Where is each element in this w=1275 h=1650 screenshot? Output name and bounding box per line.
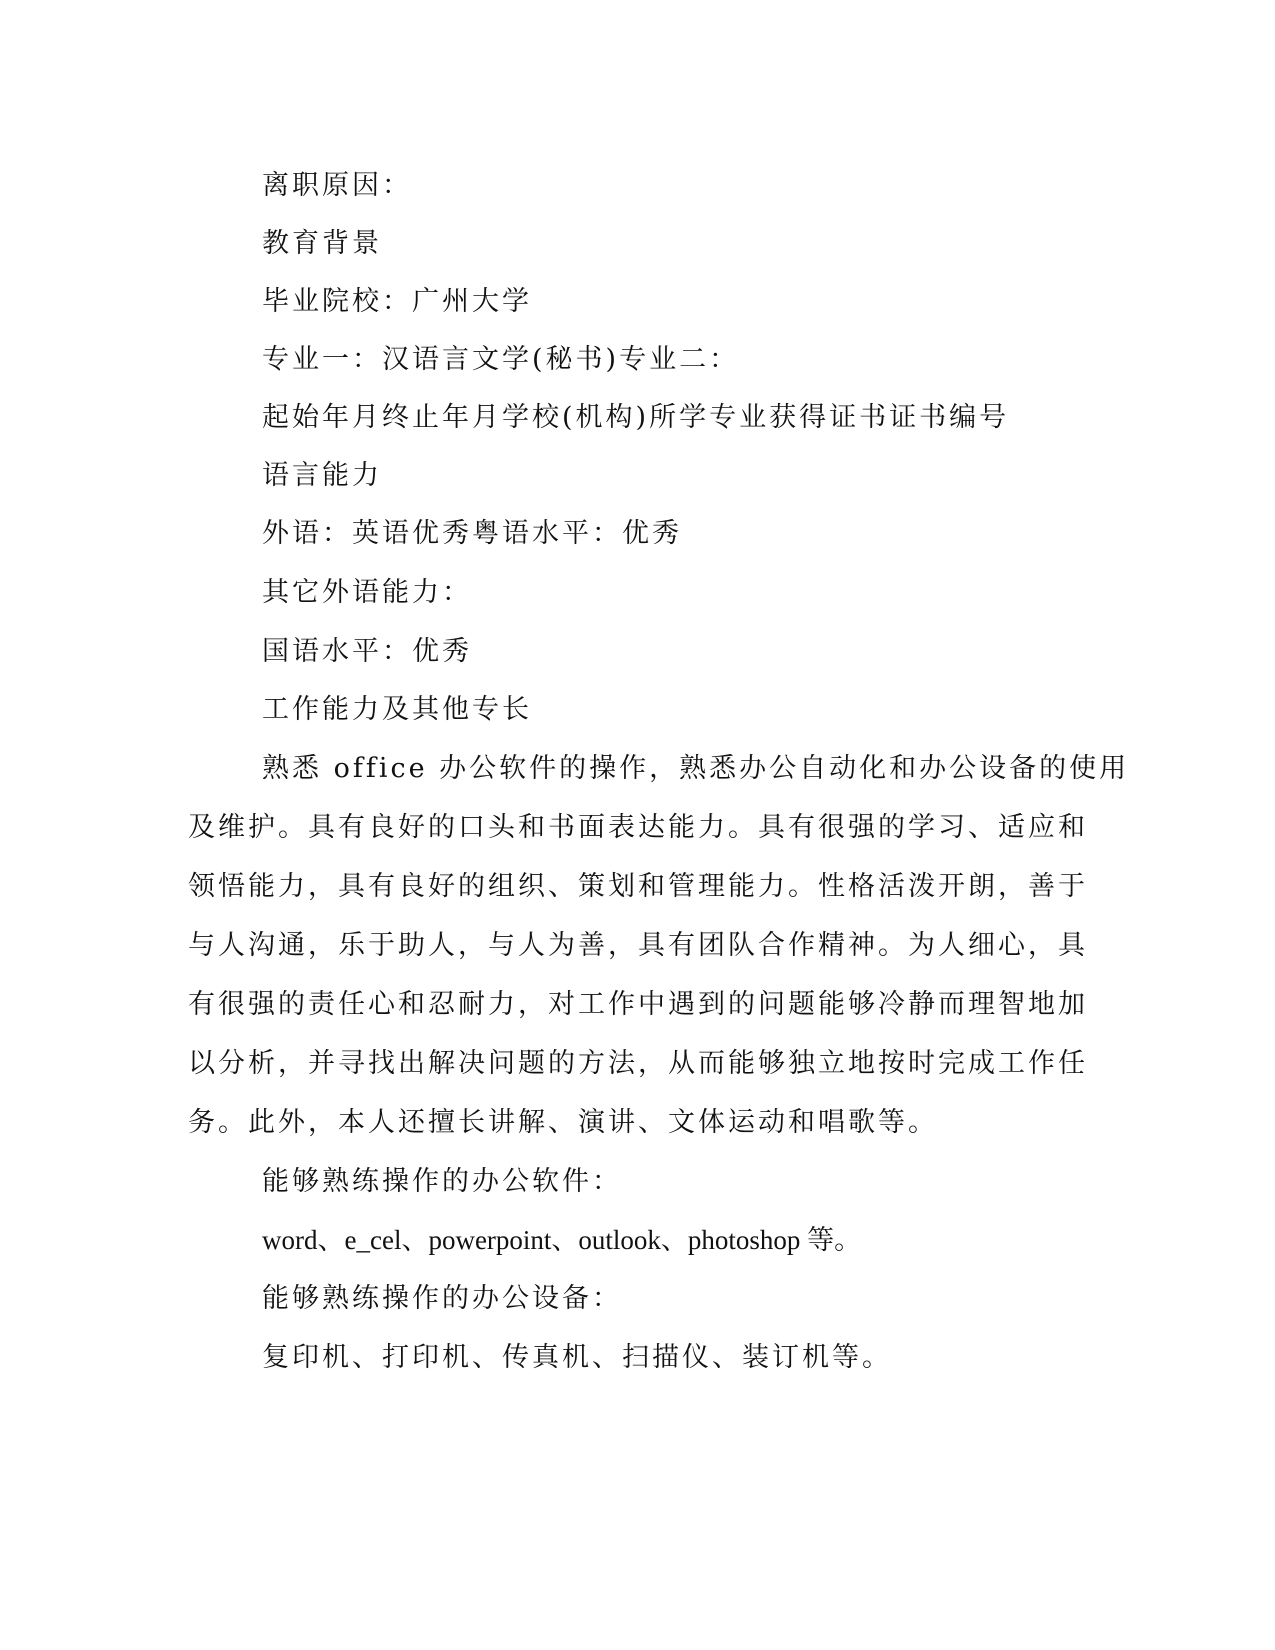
equipment-list: 复印机、打印机、传真机、扫描仪、装订机等。	[262, 1342, 892, 1373]
leave-reason-label: 离职原因：	[262, 170, 412, 201]
language-heading: 语言能力	[262, 460, 382, 491]
paragraph-line: 及维护。具有良好的口头和书面表达能力。具有很强的学习、适应和	[188, 812, 1088, 843]
mandarin-line: 国语水平：优秀	[262, 636, 472, 667]
skills-heading: 工作能力及其他专长	[262, 694, 532, 725]
software-list: word、e_cel、powerpoint、outlook、photoshop 等。	[262, 1225, 862, 1255]
major-line: 专业一：汉语言文学(秘书)专业二：	[262, 344, 740, 375]
education-heading: 教育背景	[262, 228, 382, 259]
school-line: 毕业院校：广州大学	[262, 286, 532, 317]
paragraph-line: 务。此外，本人还擅长讲解、演讲、文体运动和唱歌等。	[188, 1107, 938, 1138]
equipment-heading: 能够熟练操作的办公设备：	[262, 1283, 622, 1314]
software-heading: 能够熟练操作的办公软件：	[262, 1166, 622, 1197]
paragraph-line: 熟悉 office 办公软件的操作，熟悉办公自动化和办公设备的使用	[262, 753, 1130, 784]
paragraph-line: 有很强的责任心和忍耐力，对工作中遇到的问题能够冷静而理智地加	[188, 989, 1088, 1020]
foreign-language-line: 外语：英语优秀粤语水平：优秀	[262, 518, 682, 549]
education-table-header: 起始年月终止年月学校(机构)所学专业获得证书证书编号	[262, 402, 1010, 433]
other-language-line: 其它外语能力：	[262, 577, 472, 608]
paragraph-line: 以分析，并寻找出解决问题的方法，从而能够独立地按时完成工作任	[188, 1048, 1088, 1079]
paragraph-line: 领悟能力，具有良好的组织、策划和管理能力。性格活泼开朗，善于	[188, 871, 1088, 902]
paragraph-line: 与人沟通，乐于助人，与人为善，具有团队合作精神。为人细心，具	[188, 930, 1088, 961]
